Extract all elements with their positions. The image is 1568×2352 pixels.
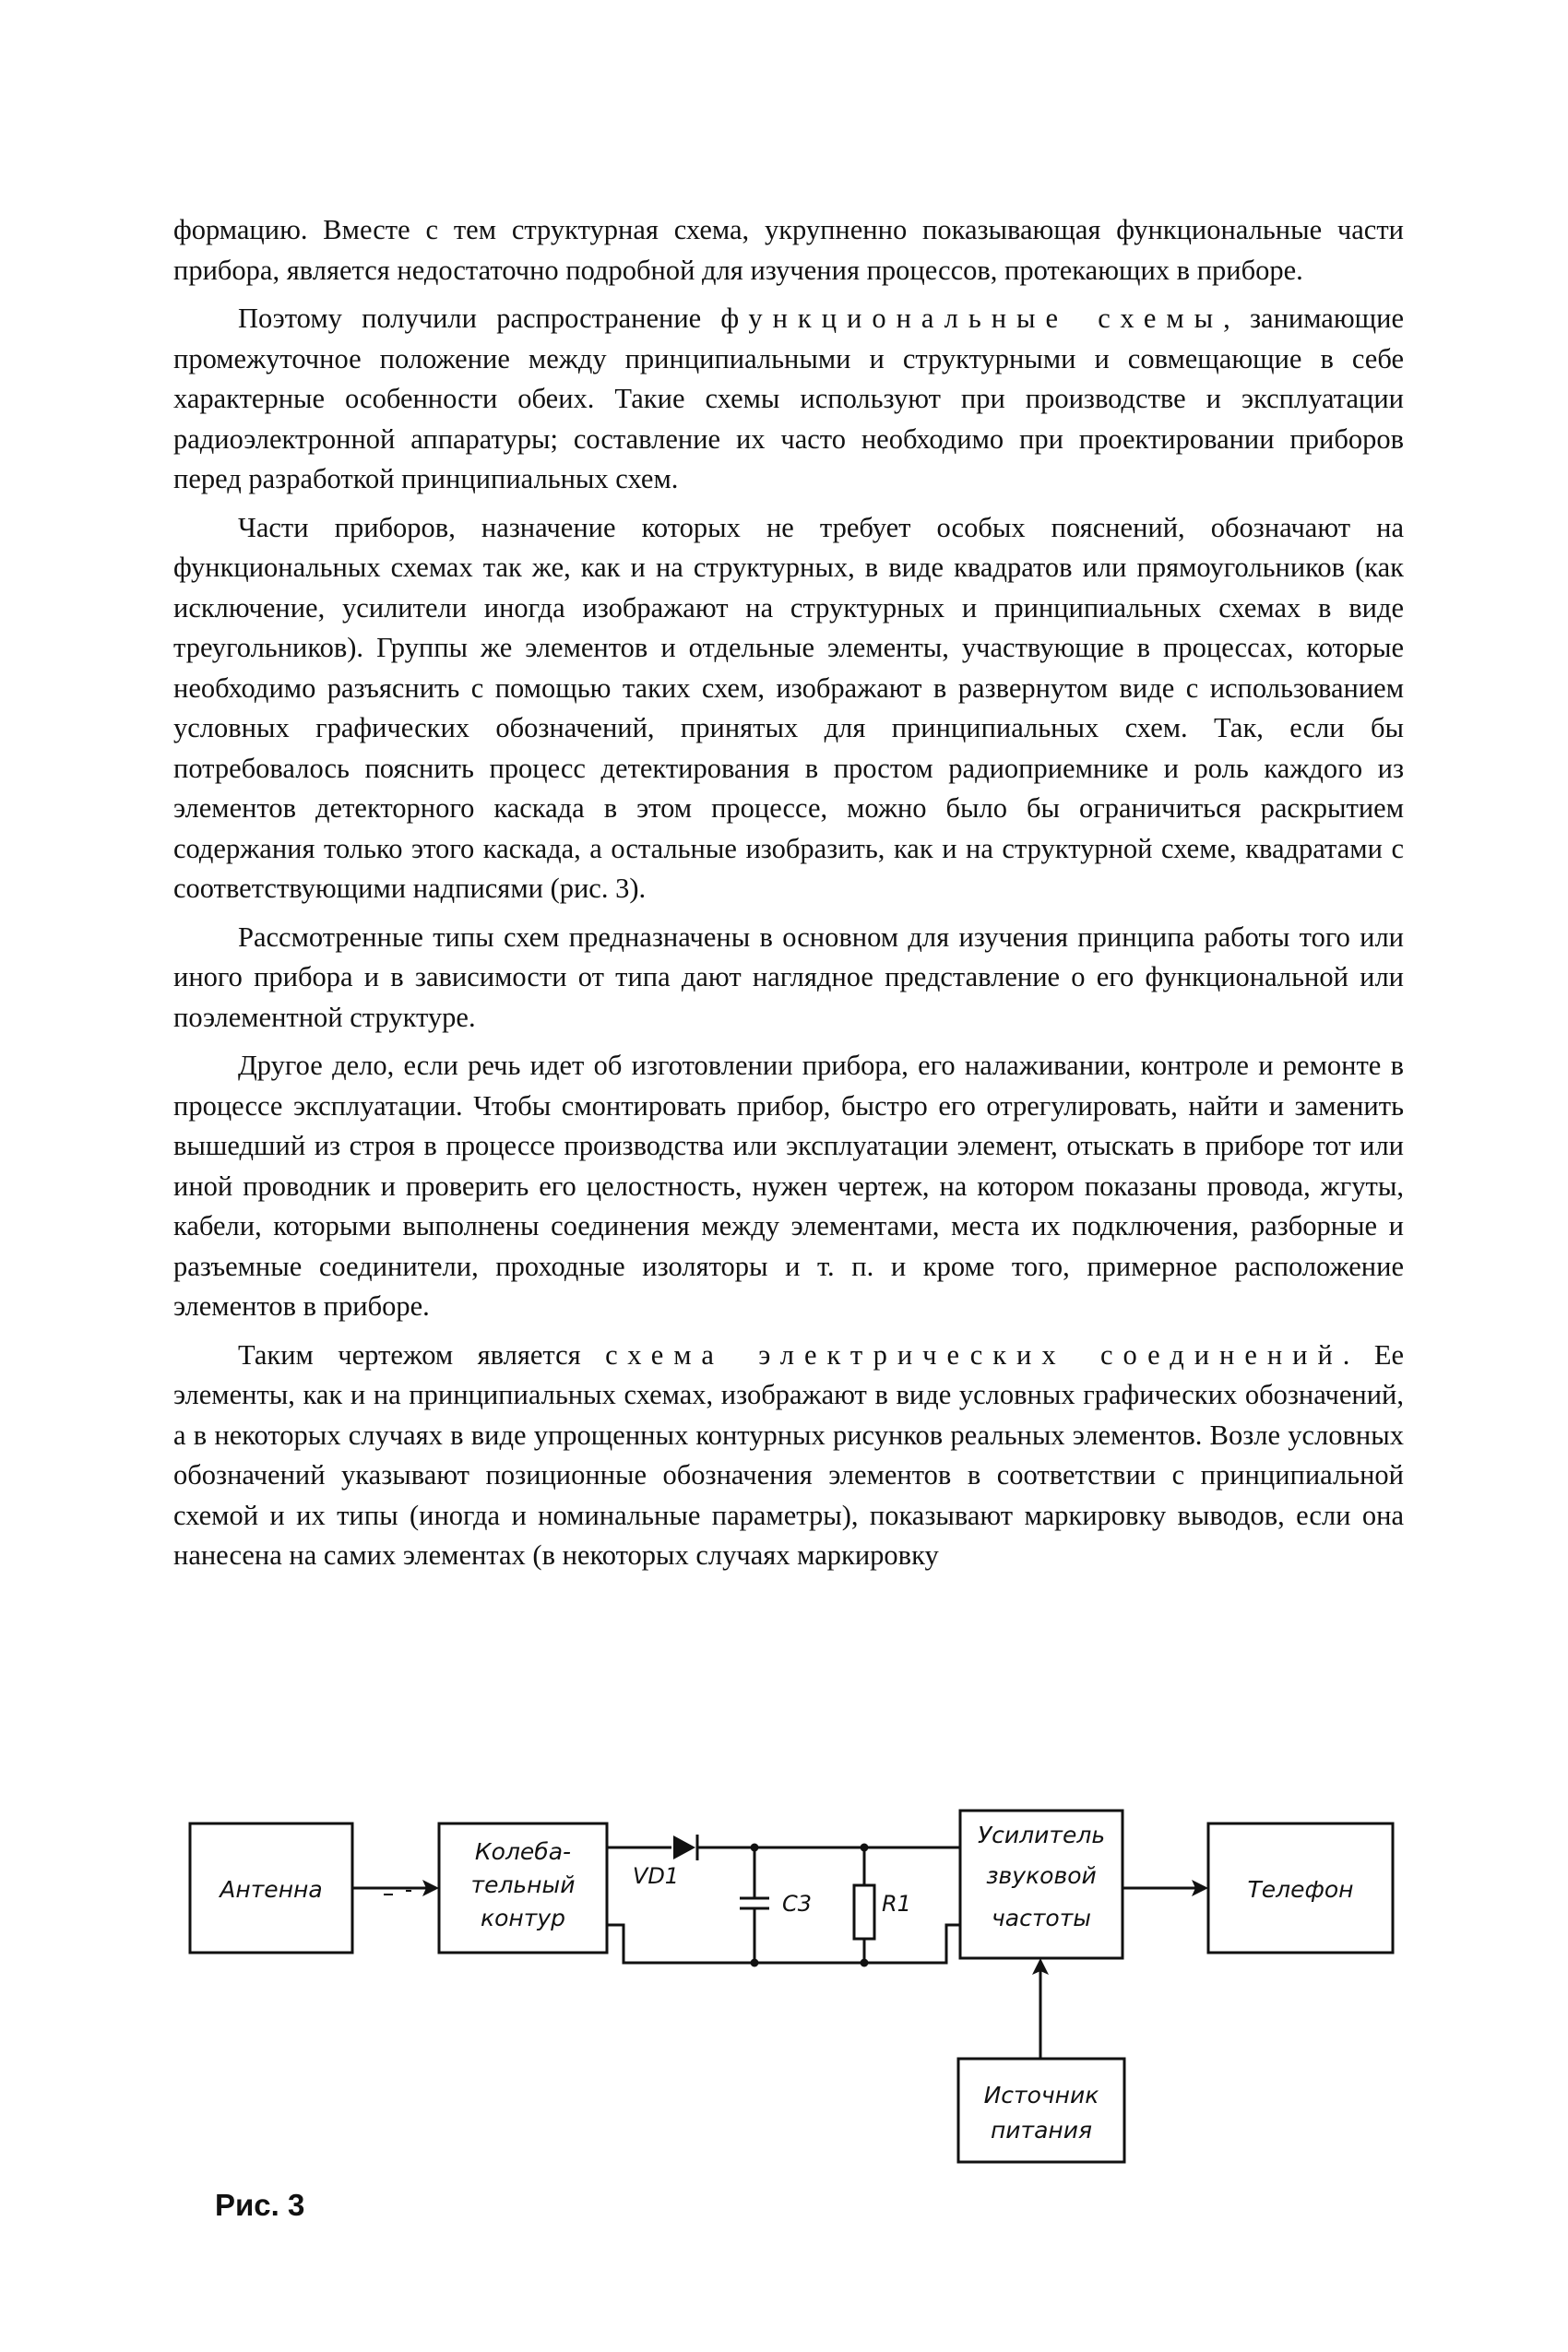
wire-bottom [607, 1925, 960, 1963]
paragraph [173, 1046, 1404, 1327]
spaced-term: функциональные схемы [720, 303, 1224, 334]
paragraph-text: , занимающие промежуточное положение между принципиальными и структурными и совмещающие в себе характерные особенности обеих. Такие схемы используют при производстве и эксплуатации радиоэлектронной аппаратуры; составление их часто необходимо при проектировании приборов перед разработкой принципиальных схем. [173, 303, 1404, 494]
amp-label-line1: Усилитель [977, 1822, 1106, 1848]
paragraph-text: . Ее элементы, как и на принципиальных схемах, изображают в виде условных графических обозначений, а в некоторых случаях в виде упрощенных контурных рисунков реальных элементов. Возле условных обозначений указывают позиционные обозначения элементов в соответствии с принципиальной схемой и их типы (иногда и номинальные параметры), показывают маркировку выводов, если она нанесена на самих элементах (в некоторых случаях маркировку [173, 1338, 1405, 1571]
phone-label: Телефон [1247, 1876, 1354, 1903]
tank-label-line3: контур [481, 1905, 565, 1931]
figure-caption: Рис. 3 [215, 2188, 305, 2222]
resistor-label: R1 [882, 1891, 911, 1917]
junction-dot [751, 1844, 759, 1852]
block-diagram [138, 1799, 1430, 2168]
amp-label-line3: частоты [992, 1905, 1091, 1931]
diode-triangle [673, 1835, 695, 1859]
junction-dot [861, 1959, 869, 1967]
tank-label-line1: Колеба- [474, 1838, 572, 1865]
body-text [173, 210, 1404, 1585]
tank-label-line2: тельный [470, 1871, 576, 1898]
figure-3 [138, 1799, 1430, 2168]
antenna-label: Антенна [220, 1876, 323, 1903]
paragraph-text: Рассмотренные типы схем предназначены в основном для изучения принципа работы того или иного прибора и в зависимости от типа дают наглядное представление о его функциональной или поэлементной структуре. [173, 921, 1404, 1033]
paragraph-text: формацию. Вместе с тем структурная схема, укрупненно показывающая функциональные части прибора, является недостаточно подробной для изучения процессов, протекающих в приборе. [173, 214, 1404, 286]
diode-label: VD1 [632, 1863, 680, 1889]
power-label-line2: питания [990, 2117, 1093, 2144]
resistor-body [854, 1885, 874, 1939]
junction-dot [751, 1959, 759, 1967]
paragraph-text: Части приборов, назначение которых не требует особых пояснений, обозначают на функциональных схемах так же, как и на структурных, в виде квадратов или прямоугольников (как исключение, усилители иногда изображают на структурных и принципиальных схемах в виде треугольников). Группы же элементов и отдельные элементы, участвующие в процессах, которые необходимо разъяснить с помощью таких схем, изображают в развернутом виде с использованием условных графических обозначений, принятых для принципиальных схем. Так, если бы потребовалось пояснить процесс детектирования в простом радиоприемнике и роль каждого из элементов детекторного каскада в этом процессе, можно было бы ограничиться раскрытием содержания только этого каскада, а остальные изобразить, как и на структурной схеме, квадратами с соответствующими надписями (рис. 3). [173, 511, 1404, 904]
power-block [958, 2059, 1124, 2162]
paragraph [173, 918, 1404, 1039]
paragraph [173, 1336, 1404, 1576]
amp-label-line2: звуковой [986, 1862, 1097, 1889]
spaced-term: схема электрических соединений [605, 1338, 1343, 1371]
paragraph-text: Поэтому получили распространение [238, 303, 721, 334]
paragraph-text: Таким чертежом является [238, 1338, 606, 1371]
paragraph [173, 508, 1404, 909]
capacitor-label: C3 [782, 1891, 813, 1917]
paragraph-text: Другое дело, если речь идет об изготовлении прибора, его налаживании, контроле и ремонте в процессе эксплуатации. Чтобы смонтировать прибор, быстро его отрегулировать, найти и заменить вышедший из строя в процессе производства или эксплуатации элемент, отыскать в приборе тот или иной проводник и проверить его целостность, нужен чертеж, на котором показаны провода, жгуты, кабели, которыми выполнены соединения между элементами, места их подключения, разборные и разъемные соединители, проходные изоляторы и т. п. и кроме того, примерное расположение элементов в приборе. [173, 1050, 1404, 1322]
paragraph [173, 299, 1404, 500]
paragraph [173, 210, 1404, 291]
power-label-line1: Источник [983, 2082, 1099, 2108]
junction-dot [861, 1844, 869, 1852]
